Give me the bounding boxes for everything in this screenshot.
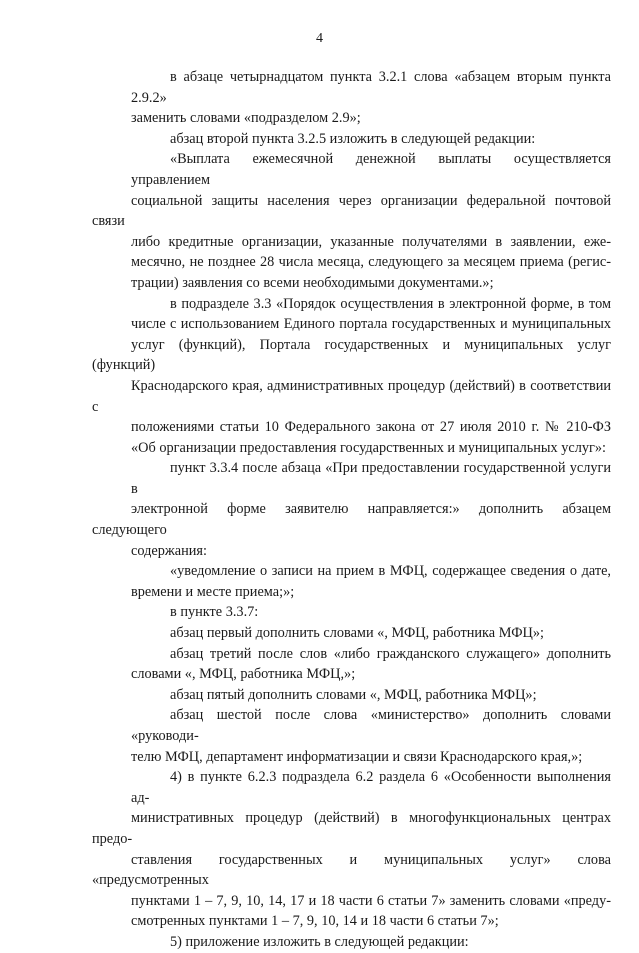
text-line: ставления государственных и муниципальных услуг» слова «предусмотренных [92, 851, 611, 889]
text-line: 5) приложение изложить в следующей редакции: [170, 933, 469, 950]
text-line: положениями статьи 10 Федерального закона от 27 июля 2010 г. № 210-ФЗ [131, 419, 611, 436]
text-line: времени и месте приема;»; [131, 583, 295, 600]
paragraph-8 [92, 623, 611, 644]
text-line: либо кредитные организации, указанные получателями в заявлении, еже- [131, 233, 611, 250]
paragraph-3 [92, 149, 611, 293]
text-line: в подразделе 3.3 «Порядок осуществления в электронной форме, в том [170, 295, 611, 312]
paragraph-13 [92, 932, 611, 953]
paragraph-9 [92, 644, 611, 685]
text-line: абзац третий после слов «либо гражданского служащего» дополнить [170, 645, 611, 662]
text-line: «Об организации предоставления государственных и муниципальных услуг»: [131, 439, 606, 456]
text-line: абзац первый дополнить словами «, МФЦ, работника МФЦ»; [170, 625, 544, 642]
text-line: 4) в пункте 6.2.3 подраздела 6.2 раздела 6 «Особенности выполнения ад- [131, 769, 611, 806]
text-line: Краснодарского края, административных процедур (действий) в соответствии с [92, 377, 611, 415]
paragraph-2 [92, 129, 611, 150]
paragraph-5 [92, 458, 611, 561]
text-line: в абзаце четырнадцатом пункта 3.2.1 слова «абзацем вторым пункта 2.9.2» [131, 69, 611, 106]
paragraph-11 [92, 705, 611, 767]
document-body [92, 67, 611, 953]
text-line: в пункте 3.3.7: [170, 604, 259, 621]
text-line: смотренных пунктами 1 – 7, 9, 10, 14 и 18 части 6 статьи 7»; [131, 913, 499, 930]
text-line: абзац пятый дополнить словами «, МФЦ, работника МФЦ»; [170, 686, 537, 703]
paragraph-4 [92, 294, 611, 459]
text-line: «уведомление о записи на прием в МФЦ, содержащее сведения о дате, [170, 563, 611, 580]
text-line: социальной защиты населения через организации федеральной почтовой связи [92, 192, 611, 230]
paragraph-12 [92, 767, 611, 932]
text-line: словами «, МФЦ, работника МФЦ,»; [131, 666, 356, 683]
text-line: абзац шестой после слова «министерство» дополнить словами «руководи- [131, 707, 611, 744]
text-line: абзац второй пункта 3.2.5 изложить в следующей редакции: [170, 130, 536, 147]
paragraph-10 [92, 685, 611, 706]
text-line: электронной форме заявителю направляется:» дополнить абзацем следующего [92, 501, 611, 539]
text-line: числе с использованием Единого портала государственных и муниципальных [131, 316, 611, 333]
text-line: «Выплата ежемесячной денежной выплаты осуществляется управлением [131, 151, 611, 188]
text-line: телю МФЦ, департамент информатизации и связи Краснодарского края,»; [131, 748, 583, 765]
paragraph-1 [92, 67, 611, 129]
text-line: услуг (функций), Портала государственных и муниципальных услуг (функций) [92, 336, 611, 374]
text-line: пунктами 1 – 7, 9, 10, 14, 17 и 18 части 6 статьи 7» заменить словами «преду- [131, 892, 611, 909]
text-line: заменить словами «подразделом 2.9»; [131, 110, 361, 127]
text-line: содержания: [131, 542, 207, 559]
page-number: 4 [316, 31, 323, 46]
text-line: министративных процедур (действий) в многофункциональных центрах предо- [92, 810, 611, 847]
paragraph-7 [92, 602, 611, 623]
text-line: месячно, не позднее 28 числа месяца, следующего за месяцем приема (регис- [131, 254, 611, 271]
paragraph-6 [92, 561, 611, 602]
text-line: трации) заявления со всеми необходимыми документами.»; [131, 274, 494, 291]
text-line: пункт 3.3.4 после абзаца «При предоставлении государственной услуги в [131, 460, 611, 497]
